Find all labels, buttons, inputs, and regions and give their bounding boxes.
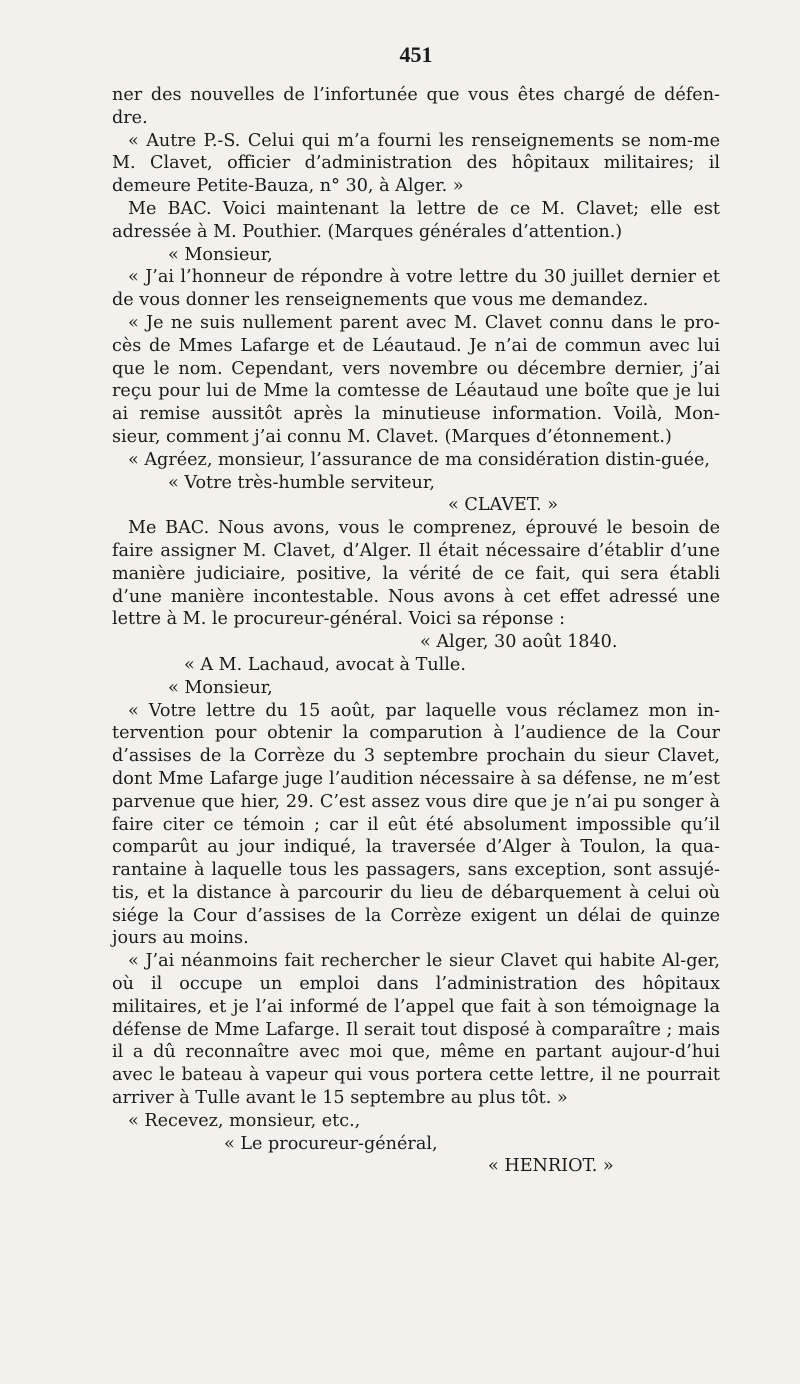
- letter-recipient: « A M. Lachaud, avocat à Tulle.: [184, 654, 466, 675]
- letter-clavet-closing: « Agréez, monsieur, l’assurance de ma considération distin-guée,: [128, 449, 711, 470]
- paragraph-ps: « Autre P.-S. Celui qui m’a fourni les renseignements se nom-me M. Clavet, officier d’administration des hôpitaux militaires; il demeure Petite-Bauza, n° 30, à Alger. »: [112, 130, 720, 197]
- page-number: 451: [399, 42, 433, 67]
- letter-henriot-closing: « Recevez, monsieur, etc.,: [128, 1110, 361, 1131]
- letter-clavet-1: « J’ai l’honneur de répondre à votre lettre du 30 juillet dernier et de vous donner les renseignements que vous me demandez.: [112, 267, 720, 311]
- salutation-2: « Monsieur,: [168, 677, 273, 698]
- salutation-1: « Monsieur,: [168, 244, 273, 265]
- letter-date: « Alger, 30 août 1840.: [420, 632, 618, 653]
- letter-clavet-2: « Je ne suis nullement parent avec M. Clavet connu dans le pro-cès de Mmes Lafarge et de Léautaud. Je n’ai de commun avec lui que le nom. Cependant, vers novembre ou décembre dernier, j’ai reçu pour lui de Mme la comtesse de Léautaud une boîte que je lui ai remise aussitôt après la minutieuse information. Voilà, Mon-sieur, comment j’ai connu M. Clavet. (Marques d’étonnement.): [112, 312, 720, 447]
- signature-clavet: « CLAVET. »: [448, 495, 558, 516]
- letter-henriot-2: « J’ai néanmoins fait rechercher le sieur Clavet qui habite Al-ger, où il occupe un emploi dans l’administration des hôpitaux militaires, et je l’ai informé de l’appel que fait à son témoignage la défense de Mme Lafarge. Il serait tout disposé à comparaître ; mais il a dû reconnaître avec moi que, même en partant aujour-d’hui avec le bateau à vapeur qui vous portera cette lettre, il ne pourrait arriver à Tulle avant le 15 septembre au plus tôt. »: [112, 951, 720, 1109]
- page-body: [112, 84, 720, 1178]
- paragraph-bac-2: Me BAC. Nous avons, vous le comprenez, éprouvé le besoin de faire assigner M. Clavet, d’Alger. Il était nécessaire d’établir d’une manière judiciaire, positive, la vérité de ce fait, qui sera établi d’une manière incontestable. Nous avons à cet effet adressé une lettre à M. le procureur-général. Voici sa réponse :: [112, 518, 720, 630]
- letter-henriot-title: « Le procureur-général,: [224, 1133, 438, 1154]
- letter-clavet-servant: « Votre très-humble serviteur,: [168, 472, 435, 493]
- signature-henriot: « HENRIOT. »: [488, 1156, 614, 1177]
- paragraph-intro: ner des nouvelles de l’infortunée que vous êtes chargé de défen-dre.: [112, 85, 720, 128]
- letter-henriot-1: « Votre lettre du 15 août, par laquelle vous réclamez mon in-tervention pour obtenir la comparution à l’audience de la Cour d’assises de la Corrèze du 3 septembre prochain du sieur Clavet, dont Mme Lafarge juge l’audition nécessaire à sa défense, ne m’est parvenue que hier, 29. C’est assez vous dire que je n’ai pu songer à faire citer ce témoin ; car il eût été absolument impossible qu’il comparût au jour indiqué, la traversée d’Alger à Toulon, la qua-rantaine à laquelle tous les passagers, sans exception, sont assujé-tis, et la distance à parcourir du lieu de débarquement à celui où siége la Cour d’assises de la Corrèze exigent un délai de quinze jours au moins.: [112, 700, 720, 949]
- paragraph-bac-1: Me BAC. Voici maintenant la lettre de ce M. Clavet; elle est adressée à M. Pouthier. (Marques générales d’attention.): [112, 198, 720, 242]
